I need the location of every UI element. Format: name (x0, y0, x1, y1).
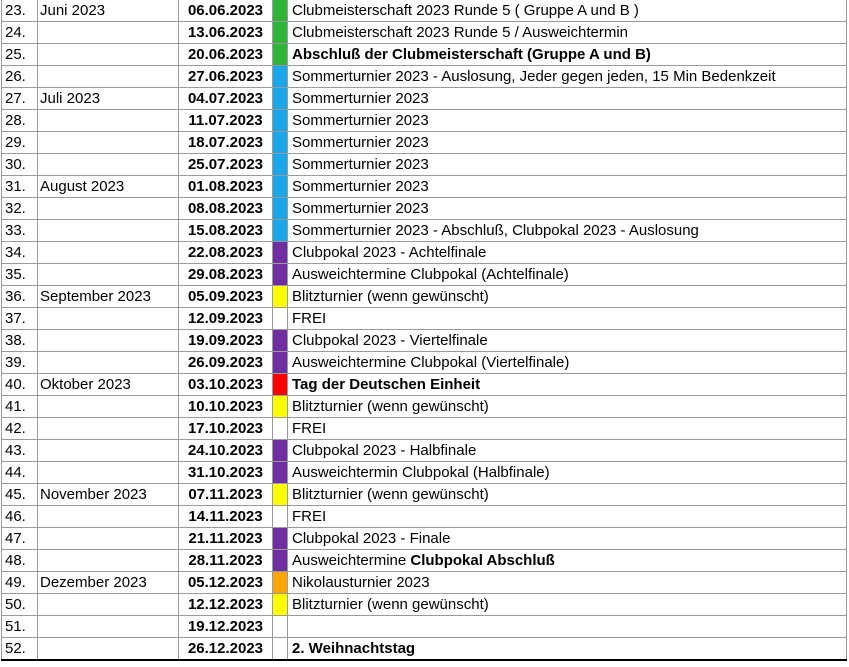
table-row (2, 220, 847, 242)
category-color-cell[interactable] (273, 66, 288, 88)
week-number-cell[interactable]: 48. (2, 550, 38, 572)
category-color-cell[interactable] (273, 506, 288, 528)
event-text: FREI (292, 420, 327, 437)
date-cell[interactable]: 22.08.2023 (179, 242, 273, 264)
category-color-cell[interactable] (273, 308, 288, 330)
table-row (2, 198, 847, 220)
event-text: Ausweichtermine (292, 552, 411, 569)
event-description-cell[interactable] (288, 330, 847, 352)
month-cell[interactable]: September 2023 (38, 286, 179, 308)
event-description-cell[interactable] (288, 418, 847, 440)
event-text: Sommerturnier 2023 (292, 178, 429, 195)
date-cell[interactable]: 17.10.2023 (179, 418, 273, 440)
table-row (2, 0, 847, 22)
category-color-cell[interactable] (273, 638, 288, 661)
event-description-cell[interactable] (288, 572, 847, 594)
event-text: Blitzturnier (wenn gewünscht) (292, 486, 489, 503)
week-number-cell[interactable]: 34. (2, 242, 38, 264)
schedule-table (1, 0, 847, 661)
month-cell[interactable] (38, 462, 179, 484)
week-number-cell[interactable]: 41. (2, 396, 38, 418)
table-row (2, 242, 847, 264)
month-cell[interactable]: Dezember 2023 (38, 572, 179, 594)
table-row (2, 418, 847, 440)
category-color-cell[interactable] (273, 0, 288, 22)
category-color-cell[interactable] (273, 594, 288, 616)
event-description-cell[interactable] (288, 374, 847, 396)
table-row (2, 638, 847, 661)
month-cell[interactable] (38, 594, 179, 616)
month-cell[interactable] (38, 638, 179, 661)
week-number-cell[interactable]: 52. (2, 638, 38, 661)
category-color-cell[interactable] (273, 198, 288, 220)
event-description-cell[interactable] (288, 44, 847, 66)
event-description-cell[interactable] (288, 176, 847, 198)
event-description-cell[interactable] (288, 220, 847, 242)
month-cell[interactable] (38, 198, 179, 220)
week-number-cell[interactable]: 43. (2, 440, 38, 462)
date-cell[interactable]: 06.06.2023 (179, 0, 273, 22)
week-number-cell[interactable]: 23. (2, 0, 38, 22)
month-cell[interactable]: Oktober 2023 (38, 374, 179, 396)
event-description-cell[interactable] (288, 242, 847, 264)
event-description-cell[interactable] (288, 22, 847, 44)
event-description-cell[interactable] (288, 440, 847, 462)
event-text: FREI (292, 508, 327, 525)
month-cell[interactable] (38, 352, 179, 374)
table-row (2, 176, 847, 198)
table-row (2, 110, 847, 132)
date-cell[interactable]: 20.06.2023 (179, 44, 273, 66)
event-description-cell[interactable] (288, 66, 847, 88)
week-number-cell[interactable]: 32. (2, 198, 38, 220)
category-color-cell[interactable] (273, 264, 288, 286)
table-row (2, 88, 847, 110)
schedule-rows (2, 0, 847, 660)
date-cell[interactable]: 07.11.2023 (179, 484, 273, 506)
category-color-cell[interactable] (273, 396, 288, 418)
date-cell[interactable]: 27.06.2023 (179, 66, 273, 88)
event-text: Abschluß der Clubmeisterschaft (Gruppe A und B) (292, 46, 651, 63)
month-cell[interactable]: November 2023 (38, 484, 179, 506)
week-number-cell[interactable]: 51. (2, 616, 38, 638)
table-row (2, 264, 847, 286)
month-cell[interactable] (38, 154, 179, 176)
category-color-cell[interactable] (273, 352, 288, 374)
event-description-cell[interactable] (288, 154, 847, 176)
week-number-cell[interactable]: 39. (2, 352, 38, 374)
week-number-cell[interactable]: 26. (2, 66, 38, 88)
week-number-cell[interactable]: 47. (2, 528, 38, 550)
date-cell[interactable]: 01.08.2023 (179, 176, 273, 198)
event-description-cell[interactable] (288, 484, 847, 506)
month-cell[interactable] (38, 110, 179, 132)
week-number-cell[interactable]: 44. (2, 462, 38, 484)
event-description-cell[interactable] (288, 616, 847, 638)
event-text: Clubpokal Abschluß (410, 552, 555, 569)
month-cell[interactable] (38, 308, 179, 330)
event-text: Sommerturnier 2023 - Abschluß, Clubpokal 2023 - Auslosung (292, 222, 699, 239)
date-cell[interactable]: 13.06.2023 (179, 22, 273, 44)
event-text: Ausweichtermine Clubpokal (Achtelfinale) (292, 266, 569, 283)
month-cell[interactable] (38, 418, 179, 440)
event-text: Clubmeisterschaft 2023 Runde 5 ( Gruppe A und B ) (292, 2, 639, 19)
event-text: Ausweichtermin Clubpokal (Halbfinale) (292, 464, 550, 481)
week-number-cell[interactable]: 46. (2, 506, 38, 528)
month-cell[interactable] (38, 396, 179, 418)
date-cell[interactable]: 29.08.2023 (179, 264, 273, 286)
month-cell[interactable] (38, 242, 179, 264)
month-cell[interactable] (38, 132, 179, 154)
week-number-cell[interactable]: 25. (2, 44, 38, 66)
date-cell[interactable]: 25.07.2023 (179, 154, 273, 176)
week-number-cell[interactable]: 50. (2, 594, 38, 616)
table-row (2, 550, 847, 572)
week-number-cell[interactable]: 40. (2, 374, 38, 396)
table-row (2, 154, 847, 176)
date-cell[interactable]: 31.10.2023 (179, 462, 273, 484)
category-color-cell[interactable] (273, 572, 288, 594)
event-description-cell[interactable] (288, 594, 847, 616)
month-cell[interactable] (38, 528, 179, 550)
event-description-cell[interactable] (288, 198, 847, 220)
week-number-cell[interactable]: 30. (2, 154, 38, 176)
category-color-cell[interactable] (273, 220, 288, 242)
category-color-cell[interactable] (273, 462, 288, 484)
table-row (2, 22, 847, 44)
date-cell[interactable]: 04.07.2023 (179, 88, 273, 110)
month-cell[interactable] (38, 330, 179, 352)
event-text: Blitzturnier (wenn gewünscht) (292, 596, 489, 613)
event-text: Blitzturnier (wenn gewünscht) (292, 398, 489, 415)
date-cell[interactable]: 11.07.2023 (179, 110, 273, 132)
date-cell[interactable]: 05.09.2023 (179, 286, 273, 308)
table-row (2, 352, 847, 374)
month-cell[interactable] (38, 66, 179, 88)
category-color-cell[interactable] (273, 88, 288, 110)
table-row (2, 462, 847, 484)
month-cell[interactable]: August 2023 (38, 176, 179, 198)
week-number-cell[interactable]: 45. (2, 484, 38, 506)
week-number-cell[interactable]: 28. (2, 110, 38, 132)
date-cell[interactable]: 05.12.2023 (179, 572, 273, 594)
date-cell[interactable]: 24.10.2023 (179, 440, 273, 462)
week-number-cell[interactable]: 42. (2, 418, 38, 440)
event-text: Clubmeisterschaft 2023 Runde 5 / Ausweichtermin (292, 24, 629, 41)
event-description-cell[interactable] (288, 132, 847, 154)
month-cell[interactable]: Juli 2023 (38, 88, 179, 110)
category-color-cell[interactable] (273, 132, 288, 154)
category-color-cell[interactable] (273, 110, 288, 132)
event-description-cell[interactable] (288, 638, 847, 661)
event-text: Sommerturnier 2023 (292, 90, 429, 107)
category-color-cell[interactable] (273, 484, 288, 506)
table-row (2, 286, 847, 308)
week-number-cell[interactable]: 37. (2, 308, 38, 330)
date-cell[interactable]: 26.12.2023 (179, 638, 273, 661)
table-row (2, 132, 847, 154)
event-text: Ausweichtermine Clubpokal (Viertelfinale) (292, 354, 570, 371)
event-description-cell[interactable] (288, 264, 847, 286)
event-text: Sommerturnier 2023 - Auslosung, Jeder gegen jeden, 15 Min Bedenkzeit (292, 68, 776, 85)
event-description-cell[interactable] (288, 550, 847, 572)
month-cell[interactable]: Juni 2023 (38, 0, 179, 22)
week-number-cell[interactable]: 36. (2, 286, 38, 308)
event-text: Clubpokal 2023 - Halbfinale (292, 442, 477, 459)
event-text: Nikolausturnier 2023 (292, 574, 430, 591)
week-number-cell[interactable]: 35. (2, 264, 38, 286)
month-cell[interactable] (38, 44, 179, 66)
category-color-cell[interactable] (273, 154, 288, 176)
event-description-cell[interactable] (288, 462, 847, 484)
date-cell[interactable]: 28.11.2023 (179, 550, 273, 572)
table-row (2, 572, 847, 594)
week-number-cell[interactable]: 49. (2, 572, 38, 594)
table-row (2, 484, 847, 506)
date-cell[interactable]: 12.09.2023 (179, 308, 273, 330)
table-row (2, 616, 847, 638)
date-cell[interactable]: 18.07.2023 (179, 132, 273, 154)
week-number-cell[interactable]: 29. (2, 132, 38, 154)
event-text: Blitzturnier (wenn gewünscht) (292, 288, 489, 305)
event-text: 2. Weihnachtstag (292, 640, 416, 657)
category-color-cell[interactable] (273, 374, 288, 396)
event-description-cell[interactable] (288, 506, 847, 528)
category-color-cell[interactable] (273, 44, 288, 66)
category-color-cell[interactable] (273, 440, 288, 462)
event-text: Clubpokal 2023 - Achtelfinale (292, 244, 487, 261)
category-color-cell[interactable] (273, 286, 288, 308)
event-description-cell[interactable] (288, 110, 847, 132)
event-description-cell[interactable] (288, 396, 847, 418)
week-number-cell[interactable]: 24. (2, 22, 38, 44)
date-cell[interactable]: 26.09.2023 (179, 352, 273, 374)
month-cell[interactable] (38, 264, 179, 286)
event-text: Sommerturnier 2023 (292, 112, 429, 129)
category-color-cell[interactable] (273, 176, 288, 198)
event-description-cell[interactable] (288, 352, 847, 374)
event-text: Clubpokal 2023 - Finale (292, 530, 451, 547)
date-cell[interactable]: 14.11.2023 (179, 506, 273, 528)
date-cell[interactable]: 19.09.2023 (179, 330, 273, 352)
event-description-cell[interactable] (288, 308, 847, 330)
category-color-cell[interactable] (273, 616, 288, 638)
date-cell[interactable]: 08.08.2023 (179, 198, 273, 220)
event-text: Sommerturnier 2023 (292, 134, 429, 151)
table-row (2, 330, 847, 352)
event-text: Sommerturnier 2023 (292, 156, 429, 173)
week-number-cell[interactable]: 31. (2, 176, 38, 198)
category-color-cell[interactable] (273, 242, 288, 264)
event-text: Clubpokal 2023 - Viertelfinale (292, 332, 488, 349)
category-color-cell[interactable] (273, 22, 288, 44)
table-row (2, 44, 847, 66)
category-color-cell[interactable] (273, 528, 288, 550)
table-row (2, 440, 847, 462)
week-number-cell[interactable]: 27. (2, 88, 38, 110)
category-color-cell[interactable] (273, 550, 288, 572)
date-cell[interactable]: 12.12.2023 (179, 594, 273, 616)
week-number-cell[interactable]: 33. (2, 220, 38, 242)
event-text: FREI (292, 310, 327, 327)
table-row (2, 528, 847, 550)
date-cell[interactable]: 03.10.2023 (179, 374, 273, 396)
month-cell[interactable] (38, 440, 179, 462)
month-cell[interactable] (38, 550, 179, 572)
date-cell[interactable]: 10.10.2023 (179, 396, 273, 418)
event-text: Tag der Deutschen Einheit (292, 376, 481, 393)
category-color-cell[interactable] (273, 418, 288, 440)
table-row (2, 506, 847, 528)
event-description-cell[interactable] (288, 88, 847, 110)
week-number-cell[interactable]: 38. (2, 330, 38, 352)
date-cell[interactable]: 15.08.2023 (179, 220, 273, 242)
table-row (2, 308, 847, 330)
event-description-cell[interactable] (288, 0, 847, 22)
table-row (2, 396, 847, 418)
table-row (2, 66, 847, 88)
date-cell[interactable]: 19.12.2023 (179, 616, 273, 638)
month-cell[interactable] (38, 220, 179, 242)
month-cell[interactable] (38, 616, 179, 638)
event-description-cell[interactable] (288, 286, 847, 308)
month-cell[interactable] (38, 506, 179, 528)
table-row (2, 594, 847, 616)
month-cell[interactable] (38, 22, 179, 44)
table-row (2, 374, 847, 396)
date-cell[interactable]: 21.11.2023 (179, 528, 273, 550)
category-color-cell[interactable] (273, 330, 288, 352)
event-text: Sommerturnier 2023 (292, 200, 429, 217)
event-description-cell[interactable] (288, 528, 847, 550)
